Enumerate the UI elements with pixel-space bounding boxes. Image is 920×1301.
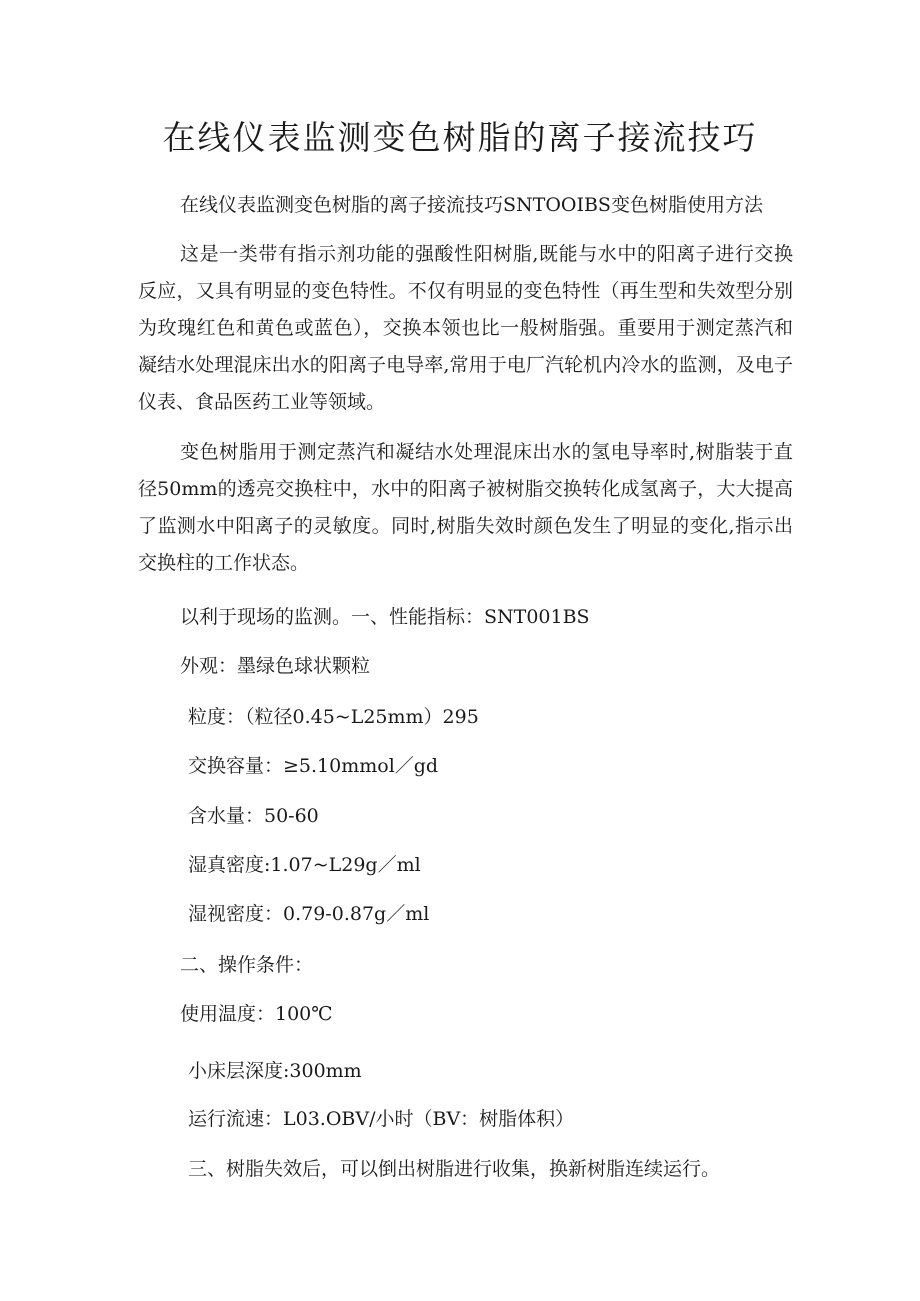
spec-appearance: 外观：墨绿色球状颗粒 (180, 655, 371, 677)
spec-granularity: 粒度：（粒径0.45~L25mm）295 (188, 706, 479, 728)
paragraph-usage: 变色树脂用于测定蒸汽和凝结水处理混床出水的氢电导率时,树脂装于直径50mm的透亮交换柱中，水中的阳离子被树脂交换转化成氢离子，大大提高了监测水中阳离子的灵敏度。同时,树脂失效时颜色发生了明显的变化,指示出交换柱的工作状态。 (138, 441, 793, 574)
step-three: 三、树脂失效后，可以倒出树脂进行收集，换新树脂连续运行。 (188, 1158, 721, 1180)
conditions-heading: 二、操作条件： (180, 954, 314, 976)
document-title: 在线仪表监测变色树脂的离子接流技巧 (162, 118, 758, 157)
spec-exchange-capacity: 交换容量：≥5.10mmol／gd (188, 755, 439, 777)
spec-apparent-density: 湿视密度：0.79-0.87g／ml (188, 903, 430, 925)
condition-temperature: 使用温度：100℃ (180, 1003, 333, 1025)
spec-water-content: 含水量：50-60 (188, 805, 319, 827)
condition-flow-rate: 运行流速：L03.OBV/小时（BV：树脂体积） (188, 1108, 575, 1130)
performance-heading: 以利于现场的监测。一、性能指标：SNT001BS (180, 606, 590, 628)
condition-bed-depth: 小床层深度:300mm (188, 1060, 362, 1082)
document-subtitle: 在线仪表监测变色树脂的离子接流技巧SNTOOIBS变色树脂使用方法 (180, 194, 763, 216)
paragraph-intro: 这是一类带有指示剂功能的强酸性阳树脂,既能与水中的阳离子进行交换反应，又具有明显的变色特性。不仅有明显的变色特性（再生型和失效型分别为玫瑰红色和黄色或蓝色），交换本领也比一般树脂强。重要用于测定蒸汽和凝结水处理混床出水的阳离子电导率,常用于电厂汽轮机内冷水的监测，及电子仪表、食品医药工业等领域。 (138, 243, 793, 413)
spec-true-density: 湿真密度:1.07~L29g／ml (188, 854, 421, 876)
